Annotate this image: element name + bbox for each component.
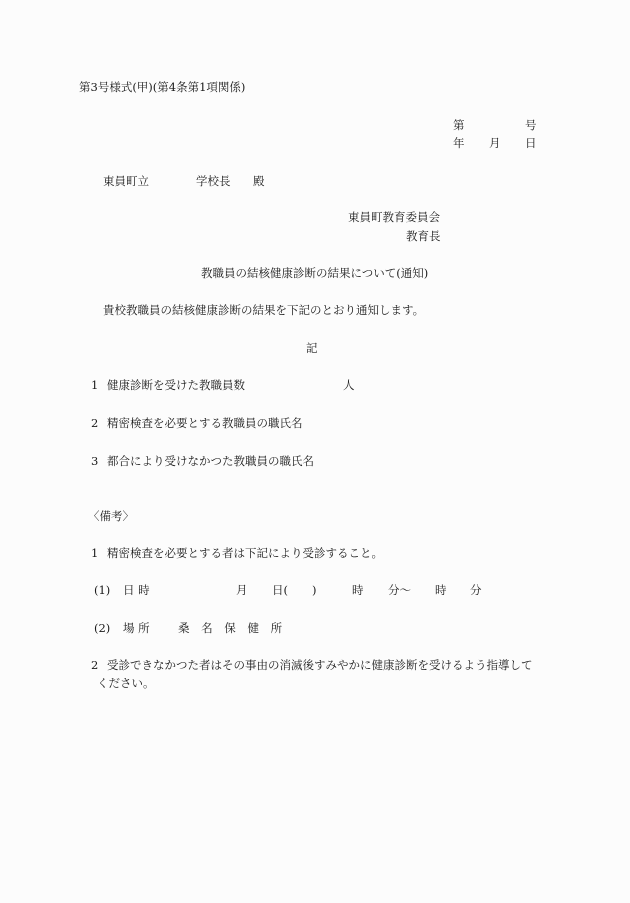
- addressee-honorific: 殿: [253, 174, 265, 188]
- remark-1-number: 1: [91, 546, 99, 560]
- item-3-text: 都合により受けなかつた教職員の職氏名: [107, 454, 314, 468]
- ki-marker: 記: [306, 341, 318, 355]
- sender-title: 教育長: [406, 229, 441, 243]
- schedule-minute-start: 分〜: [388, 583, 411, 597]
- item-1-text: 健康診断を受けた教職員数: [107, 378, 245, 392]
- document-subject: 教職員の結核健康診断の結果について(通知): [201, 266, 429, 280]
- remark-2-text-line1: 受診できなかつた者はその事由の消滅後すみやかに健康診断を受けるよう指導して: [107, 658, 533, 672]
- document-number-suffix: 号: [525, 118, 537, 132]
- item-2-text: 精密検査を必要とする教職員の職氏名: [107, 416, 303, 430]
- schedule-day-close: ): [312, 583, 317, 597]
- item-1-unit: 人: [343, 378, 355, 392]
- schedule-label-number: (1): [94, 583, 111, 597]
- date-month: 月: [489, 136, 501, 150]
- remark-2-number: 2: [91, 658, 99, 672]
- addressee-title: 学校長: [196, 174, 231, 188]
- date-year: 年: [453, 136, 465, 150]
- schedule-hour-end: 時: [435, 583, 447, 597]
- schedule-hour-start: 時: [352, 583, 364, 597]
- schedule-day: 日(: [272, 583, 288, 597]
- item-2-number: 2: [91, 416, 99, 430]
- document-body: 貴校教職員の結核健康診断の結果を下記のとおり通知します。: [103, 303, 425, 317]
- remark-1-text: 精密検査を必要とする者は下記により受診すること。: [107, 546, 383, 560]
- schedule-label: 日 時: [123, 583, 150, 597]
- place-label-number: (2): [94, 621, 111, 635]
- addressee-town: 東員町立: [103, 174, 149, 188]
- item-3-number: 3: [91, 454, 99, 468]
- remark-2-text-line2: ください。: [97, 676, 155, 690]
- place-label: 場 所: [123, 621, 150, 635]
- schedule-minute-end: 分: [470, 583, 482, 597]
- document-number-prefix: 第: [453, 118, 465, 132]
- form-label: 第3号様式(甲)(第4条第1項関係): [79, 80, 246, 94]
- schedule-month: 月: [236, 583, 248, 597]
- item-1-number: 1: [91, 378, 99, 392]
- place-value: 桑 名 保 健 所: [178, 621, 287, 635]
- date-day: 日: [525, 136, 537, 150]
- remarks-heading: 〈備考〉: [88, 509, 134, 523]
- sender-org: 東員町教育委員会: [348, 210, 440, 224]
